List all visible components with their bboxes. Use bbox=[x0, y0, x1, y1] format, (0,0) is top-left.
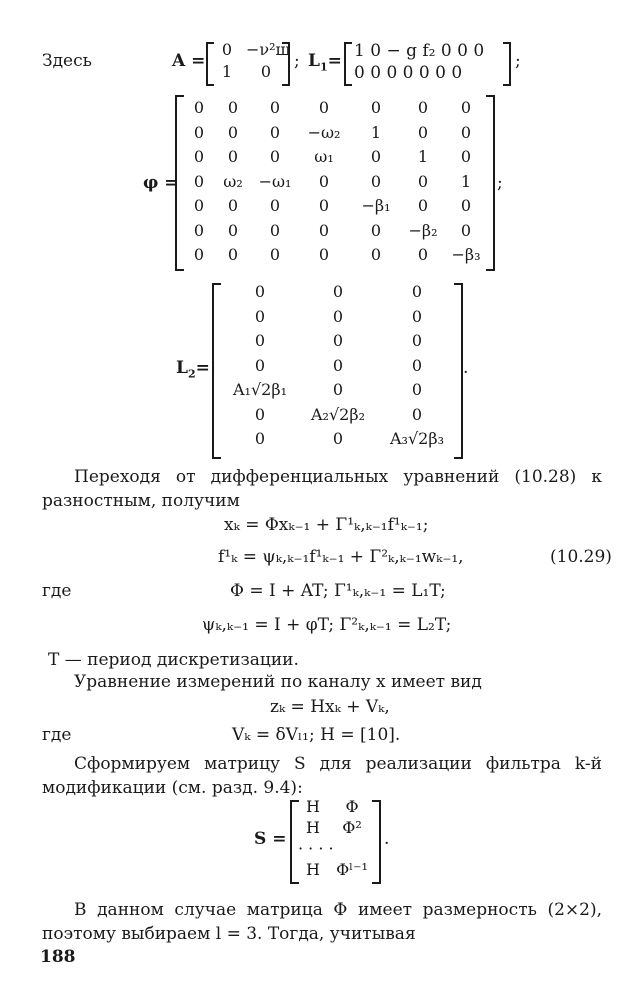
matrix-phi-cell: 0 bbox=[193, 245, 205, 264]
matrix-l2-cell: 0 bbox=[332, 380, 344, 399]
matrix-s-cell: Φ bbox=[345, 797, 359, 816]
matrix-l2-left-bracket bbox=[212, 283, 221, 459]
matrix-a-cell: 1 bbox=[221, 62, 233, 81]
matrix-phi-cell: 0 bbox=[193, 122, 205, 142]
matrix-a-label: A = bbox=[172, 51, 206, 71]
matrix-phi-cell: 0 bbox=[318, 245, 330, 264]
matrix-s-right-bracket bbox=[372, 800, 381, 884]
where-label: где bbox=[42, 581, 72, 601]
matrix-l2-cell: 0 bbox=[411, 306, 423, 326]
matrix-phi-cell: 0 bbox=[227, 220, 239, 240]
matrix-phi-cell: 1 bbox=[460, 171, 472, 191]
matrix-l2-cell: 0 bbox=[411, 404, 423, 424]
equation-psi: ψₖ,ₖ₋₁ = I + φT; Γ²ₖ,ₖ₋₁ = L₂T; bbox=[202, 615, 452, 635]
matrix-phi-left-bracket bbox=[175, 95, 184, 271]
matrix-phi-cell: 0 bbox=[318, 171, 330, 191]
matrix-a-cell: 0 bbox=[221, 40, 233, 59]
matrix-phi-cell: 0 bbox=[227, 98, 239, 117]
matrix-s-cell: Φˡ⁻¹ bbox=[336, 860, 368, 879]
matrix-s-cell: Φ² bbox=[342, 818, 362, 837]
matrix-l1-row: 0 0 0 0 0 0 0 bbox=[354, 63, 463, 83]
matrix-phi-body bbox=[186, 96, 486, 268]
paragraph-dimension: В данном случае матрица Φ имеет размерность (2×2), поэтому выбираем l = 3. Тогда, учитывая bbox=[42, 900, 602, 944]
matrix-phi-cell: 0 bbox=[227, 245, 239, 264]
matrix-phi-cell: 0 bbox=[193, 98, 205, 117]
matrix-phi-cell: 0 bbox=[460, 220, 472, 240]
matrix-phi-cell: 0 bbox=[370, 171, 382, 191]
equation-number: (10.29) bbox=[550, 547, 612, 567]
matrix-s-cell: H bbox=[306, 860, 320, 879]
matrix-l2-cell: 0 bbox=[254, 429, 266, 448]
matrix-phi-cell: 0 bbox=[193, 171, 205, 191]
matrix-s-cell: H bbox=[306, 797, 320, 816]
matrix-l2-cell: 0 bbox=[332, 355, 344, 375]
matrix-phi-cell: 0 bbox=[227, 147, 239, 166]
matrix-phi-right-bracket bbox=[486, 95, 495, 271]
matrix-phi-cell: 0 bbox=[269, 122, 281, 142]
matrix-phi-cell: 0 bbox=[460, 122, 472, 142]
matrix-a-left-bracket bbox=[206, 42, 214, 86]
matrix-l2-cell: A₂√2β₂ bbox=[310, 404, 365, 424]
matrix-l2-cell: 0 bbox=[254, 404, 266, 424]
matrix-phi-cell: 0 bbox=[370, 245, 382, 264]
matrix-l1-left-bracket bbox=[344, 42, 352, 86]
matrix-phi-label: φ = bbox=[143, 173, 179, 193]
matrix-l1-row: 1 0 − g f₂ 0 0 0 bbox=[354, 41, 485, 61]
matrix-s-body bbox=[298, 796, 376, 880]
separator: ; bbox=[497, 173, 503, 193]
measurement-equation: zₖ = Hxₖ + Vₖ, bbox=[270, 697, 390, 717]
matrix-phi-cell: 0 bbox=[417, 196, 429, 215]
matrix-phi-cell: −β₁ bbox=[361, 196, 391, 215]
paragraph-transition: Переходя от дифференциальных уравнений (10.28) к разностным, получим bbox=[42, 467, 602, 511]
paragraph-matrix-s: Сформируем матрицу S для реализации фильтра k-й модификации (см. разд. 9.4): bbox=[42, 754, 602, 798]
matrix-a-cell: −ν²ш bbox=[246, 40, 291, 59]
matrix-phi-cell: 0 bbox=[370, 147, 382, 166]
matrix-a-cell: 0 bbox=[260, 62, 272, 81]
matrix-phi-cell: −ω₂ bbox=[307, 122, 341, 142]
measurement-text: Уравнение измерений по каналу x имеет вид bbox=[74, 672, 482, 692]
matrix-l2-cell: 0 bbox=[411, 331, 423, 350]
matrix-phi-cell: 0 bbox=[269, 147, 281, 166]
matrix-l2-cell: 0 bbox=[254, 331, 266, 350]
matrix-phi-cell: 0 bbox=[417, 171, 429, 191]
matrix-l2-cell: 0 bbox=[411, 282, 423, 301]
matrix-phi-cell: 0 bbox=[269, 245, 281, 264]
matrix-phi-cell: 0 bbox=[269, 196, 281, 215]
matrix-phi-cell: ω₁ bbox=[314, 147, 334, 166]
matrix-l2-cell: 0 bbox=[332, 282, 344, 301]
v-equation: Vₖ = δVₗ₁; H = [10]. bbox=[232, 725, 401, 745]
page-number: 188 bbox=[40, 947, 76, 967]
equation-x: xₖ = Φxₖ₋₁ + Γ¹ₖ,ₖ₋₁f¹ₖ₋₁; bbox=[224, 515, 429, 535]
matrix-phi-cell: 0 bbox=[370, 98, 382, 117]
separator: . bbox=[463, 358, 469, 378]
where-label: где bbox=[42, 725, 72, 745]
matrix-phi-cell: 0 bbox=[193, 220, 205, 240]
matrix-l2-cell: 0 bbox=[332, 429, 344, 448]
separator: ; bbox=[515, 51, 521, 71]
matrix-l2-cell: A₁√2β₁ bbox=[232, 380, 287, 399]
matrix-l2-cell: 0 bbox=[254, 306, 266, 326]
matrix-phi-cell: 1 bbox=[370, 122, 382, 142]
matrix-phi-cell: 0 bbox=[227, 122, 239, 142]
matrix-l2-right-bracket bbox=[454, 283, 463, 459]
matrix-phi-cell: −β₃ bbox=[451, 245, 481, 264]
matrix-s-cell: H bbox=[306, 818, 320, 837]
matrix-l2-cell: 0 bbox=[332, 306, 344, 326]
matrix-phi-cell: −ω₁ bbox=[258, 171, 292, 191]
matrix-l2-cell: 0 bbox=[254, 355, 266, 375]
matrix-phi-cell: 0 bbox=[460, 98, 472, 117]
matrix-phi-cell: −β₂ bbox=[408, 220, 438, 240]
matrix-phi-cell: 0 bbox=[417, 122, 429, 142]
matrix-phi-cell: 0 bbox=[318, 196, 330, 215]
equation-f: f¹ₖ = ψₖ,ₖ₋₁f¹ₖ₋₁ + Γ²ₖ,ₖ₋₁wₖ₋₁, bbox=[218, 547, 464, 567]
equation-phi: Φ = I + AT; Γ¹ₖ,ₖ₋₁ = L₁T; bbox=[230, 581, 446, 601]
matrix-l1-label: $L_1=$ bbox=[308, 51, 342, 74]
matrix-phi-cell: 0 bbox=[269, 98, 281, 117]
matrix-phi-cell: 1 bbox=[417, 147, 429, 166]
matrix-s-label: S = bbox=[254, 829, 287, 849]
matrix-phi-cell: 0 bbox=[193, 196, 205, 215]
matrix-phi-cell: 0 bbox=[227, 196, 239, 215]
matrix-phi-cell: 0 bbox=[318, 220, 330, 240]
matrix-phi-cell: 0 bbox=[417, 98, 429, 117]
matrix-phi-cell: 0 bbox=[269, 220, 281, 240]
t-period-text: T — период дискретизации. bbox=[48, 650, 299, 670]
matrix-l2-label: $L_2=$ bbox=[176, 358, 210, 381]
matrix-phi-cell: 0 bbox=[460, 196, 472, 215]
matrix-l2-cell: A₃√2β₃ bbox=[389, 429, 444, 448]
matrix-l2-cell: 0 bbox=[411, 355, 423, 375]
matrix-phi-cell: 0 bbox=[193, 147, 205, 166]
separator: . bbox=[384, 829, 390, 849]
matrix-l2-cell: 0 bbox=[411, 380, 423, 399]
matrix-phi-cell: 0 bbox=[417, 245, 429, 264]
matrix-l2-cell: 0 bbox=[332, 331, 344, 350]
matrix-l2-cell: 0 bbox=[254, 282, 266, 301]
matrix-s-cell: · · · · bbox=[298, 839, 334, 858]
matrix-l1-right-bracket bbox=[503, 42, 511, 86]
intro-word: Здесь bbox=[42, 51, 92, 71]
matrix-phi-cell: 0 bbox=[318, 98, 330, 117]
matrix-phi-cell: 0 bbox=[460, 147, 472, 166]
matrix-phi-cell: ω₂ bbox=[223, 171, 243, 191]
matrix-l2-body bbox=[222, 280, 456, 452]
matrix-phi-cell: 0 bbox=[370, 220, 382, 240]
matrix-a-right-bracket bbox=[282, 42, 290, 86]
separator: ; bbox=[294, 51, 300, 71]
